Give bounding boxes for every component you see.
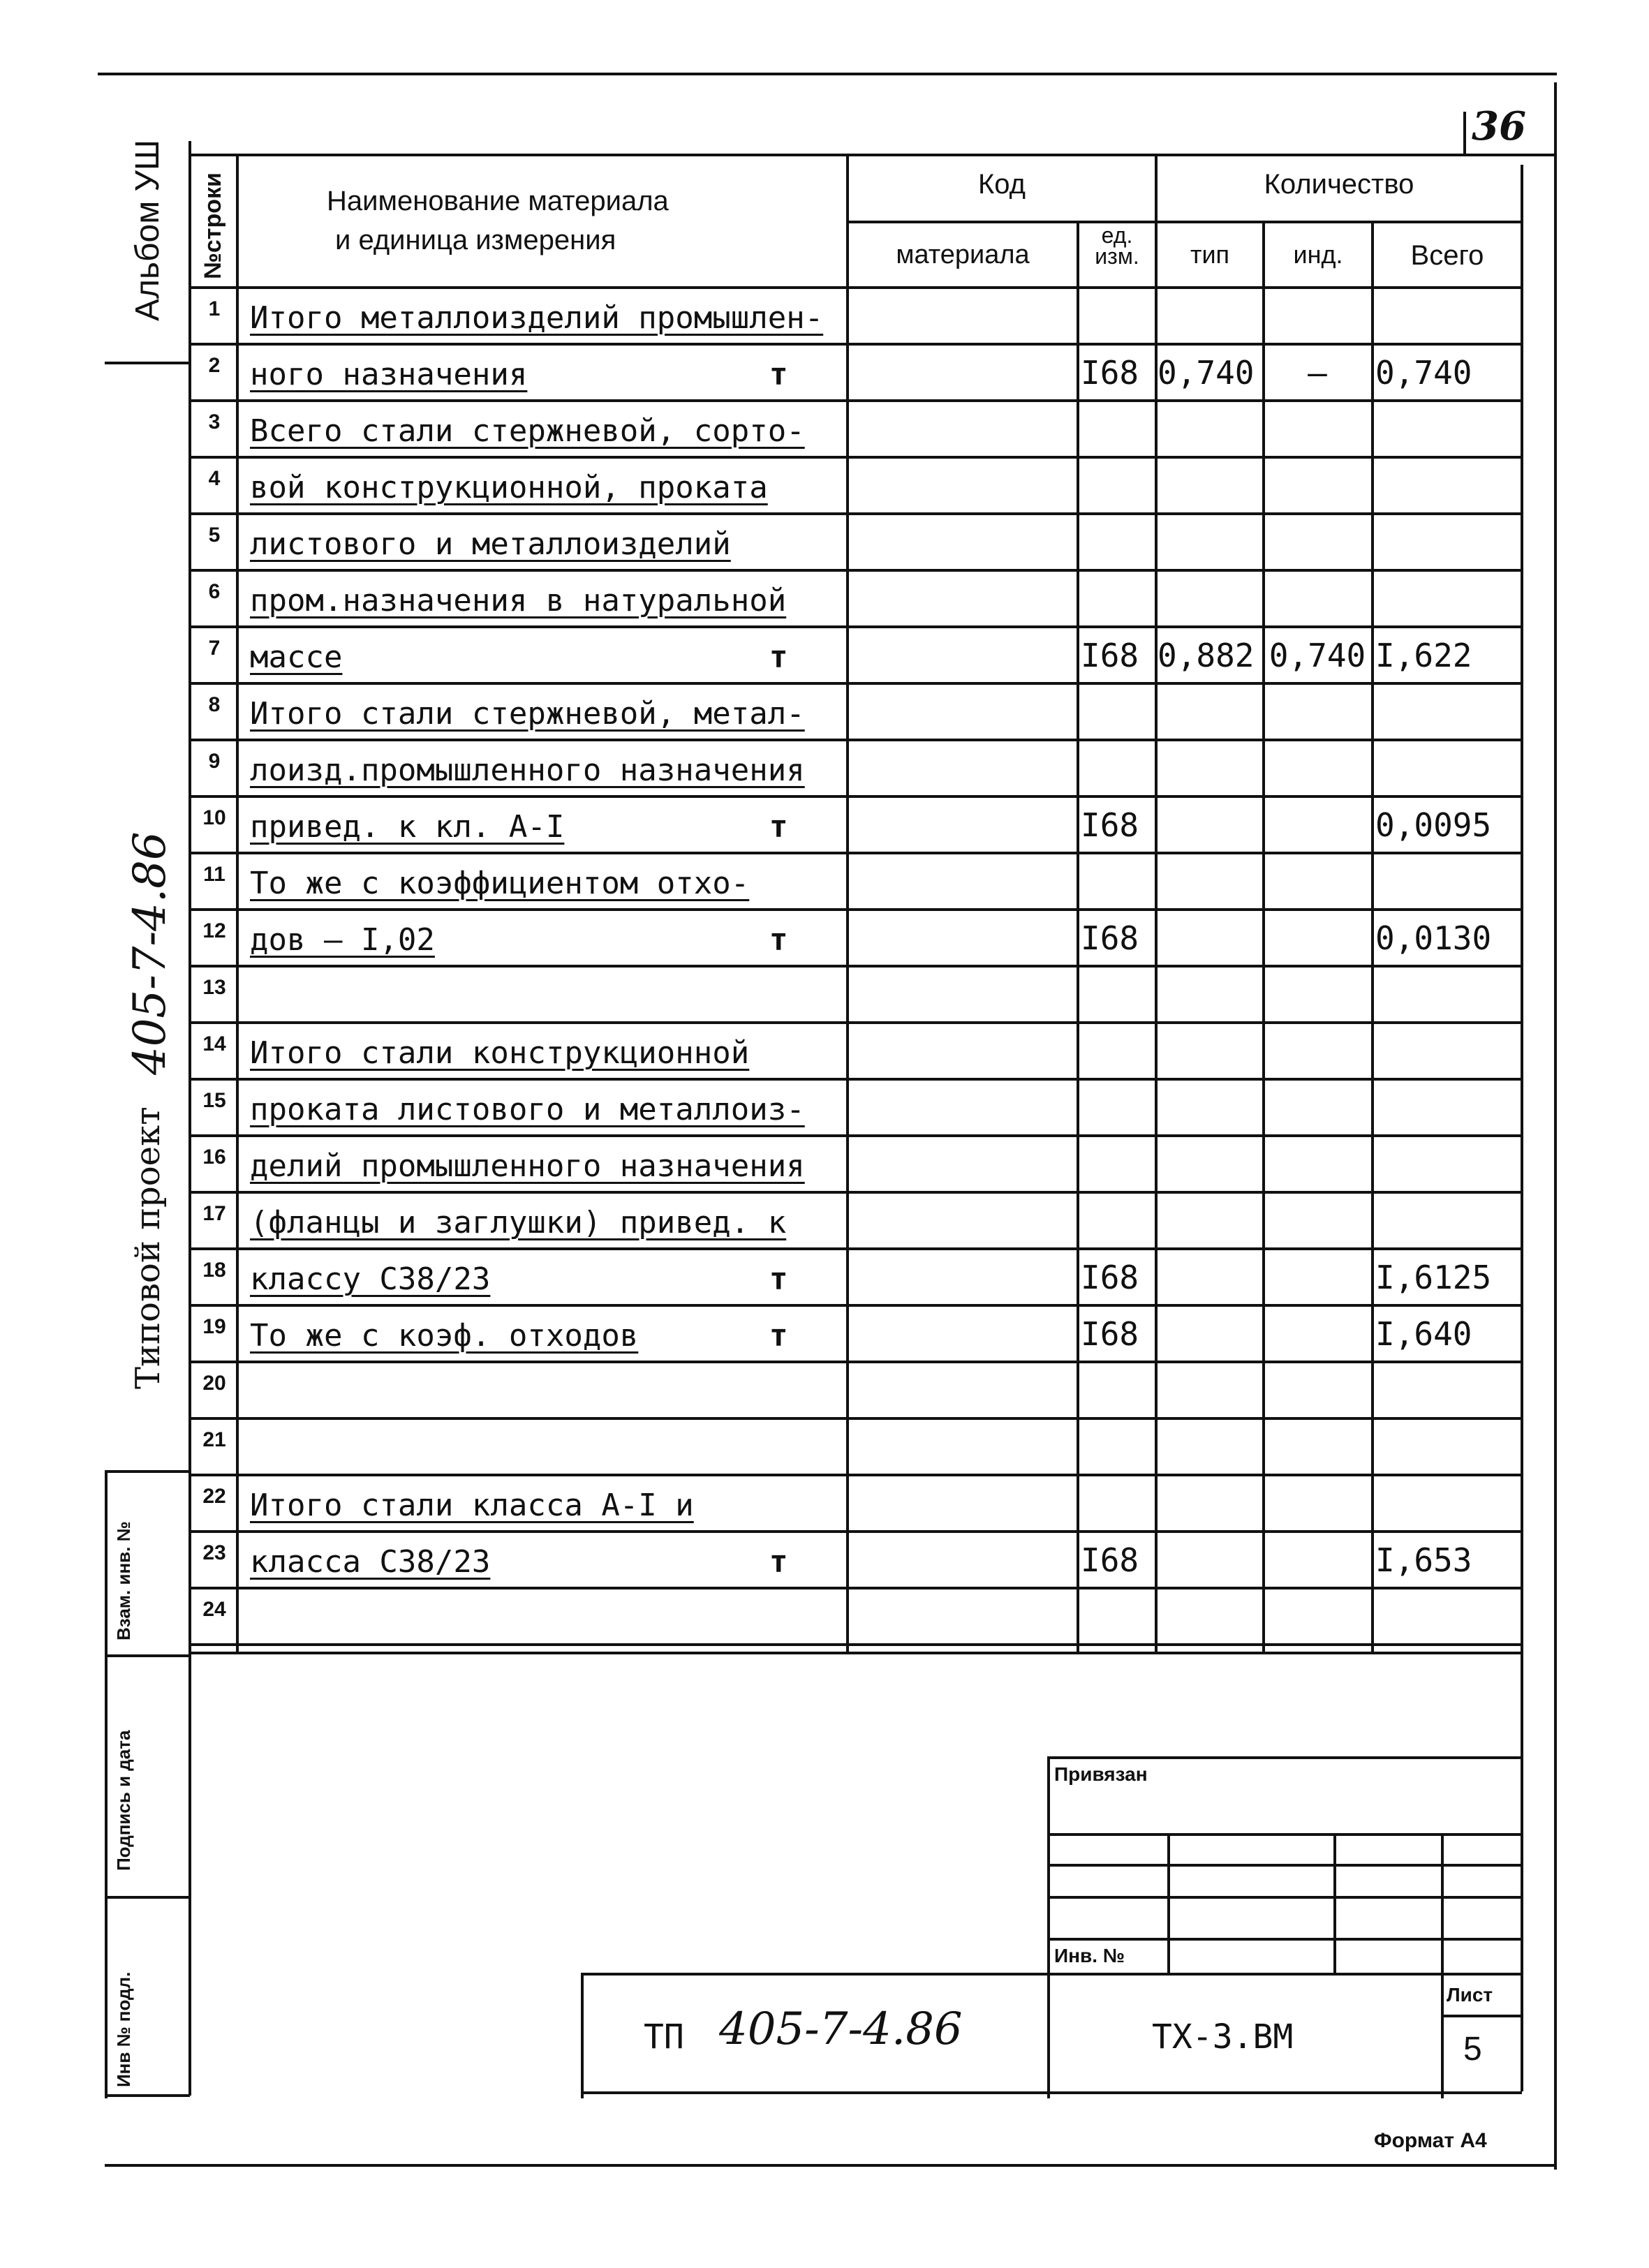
row-material-name: классу С38/23 [250,1261,491,1297]
row-separator [188,682,1522,685]
stamp-block-left [1047,1756,1050,2098]
header-name-line1: Наименование материала [327,186,669,216]
row-number: 1 [208,297,221,320]
stamp-inv: Инв. № [1054,1945,1125,1966]
row-number: 4 [208,467,221,490]
row-separator [188,343,1522,346]
row-number: 14 [202,1032,226,1055]
row-separator [188,512,1522,515]
stamp-bottom [105,2094,190,2097]
row-unit-code: I68 [1081,1315,1139,1353]
row-unit: т [769,1544,788,1580]
row-unit-code: I68 [1081,1541,1139,1579]
stamp-left-edge [105,1470,108,2098]
header-qty-type: тип [1190,240,1230,269]
row-material-name: делий промышленного назначения [250,1148,805,1184]
row-qty-total: I,622 [1375,637,1472,674]
row-number: 19 [202,1315,226,1338]
title-block-bottom-full [581,2091,1522,2094]
row-number: 17 [202,1202,226,1225]
row-separator [188,1078,1522,1081]
row-unit-code: I68 [1081,637,1139,674]
row-material-name: проката листового и металлоиз- [250,1092,805,1127]
row-separator [188,1134,1522,1137]
header-mid [846,221,1522,223]
row-material-name: массе [250,639,343,675]
stamp-col-3 [1441,1833,1444,2098]
project-label: Типовой проект [128,1106,168,1389]
row-qty-type: 0,882 [1158,637,1255,674]
row-material-name: привед. к кл. А-I [250,809,565,845]
row-separator [188,1021,1522,1024]
row-number: 10 [202,806,226,829]
row-qty-total: I,653 [1375,1541,1472,1579]
header-qty-ind: инд. [1293,240,1343,269]
row-unit: т [769,639,788,675]
row-number: 12 [202,919,226,942]
stamp-line-1 [1047,1833,1522,1836]
row-unit: т [769,357,788,392]
row-qty-total: 0,0130 [1375,919,1492,957]
row-unit-code: I68 [1081,919,1139,957]
stamp-col-1 [1167,1833,1170,1973]
row-number: 21 [202,1428,226,1451]
row-unit: т [769,809,788,845]
col-ind-right [1371,221,1374,1654]
album-label: Альбом УШ [129,139,166,321]
inner-right-frame [1521,165,1523,2091]
stamp-inv-podl: Инв № подл. [113,1971,134,2087]
row-material-name: класса С38/23 [250,1544,491,1580]
row-number: 2 [208,354,221,377]
row-material-name: Итого металлоизделий промышлен- [250,300,824,336]
stamp-project-number: 405-7-4.86 [719,2003,963,2055]
row-material-name: дов – I,02 [250,922,435,958]
row-material-name: вой конструкционной, проката [250,470,768,505]
header-code-unit: ед. изм. [1095,223,1139,269]
row-separator [188,965,1522,968]
project-number-side: 405-7-4.86 [124,831,176,1075]
header-name-line2: и единица измерения [335,225,616,255]
stamp-div1 [105,1654,190,1657]
right-frame [1554,82,1557,2170]
top-rule [98,73,1557,75]
row-material-name: Всего стали стержневой, сорто- [250,413,805,449]
row-number: 22 [202,1485,226,1508]
row-unit: т [769,1261,788,1297]
row-separator [188,569,1522,572]
row-material-name: То же с коэф. отходов [250,1318,639,1354]
stamp-tp: ТП [644,2017,684,2056]
row-separator [188,1587,1522,1589]
header-qty-total: Всего [1410,240,1484,271]
row-qty-type: 0,740 [1158,354,1255,392]
row-number: 6 [208,580,221,603]
row-number: 9 [208,750,221,773]
page-number: 36 [1472,103,1526,149]
row-material-name: (фланцы и заглушки) привед. к [250,1205,787,1240]
format-label: Формат А4 [1374,2129,1487,2152]
row-unit: т [769,1318,788,1354]
row-material-name: Итого стали стержневой, метал- [250,696,805,732]
row-qty-total: I,6125 [1375,1259,1492,1296]
row-separator [188,1530,1522,1533]
row-number: 15 [202,1089,226,1112]
row-number: 11 [203,863,225,886]
stamp-sheet: 5 [1463,2031,1482,2068]
row-number: 3 [208,410,221,433]
header-code: Код [977,169,1026,200]
sheet-divider [1441,2015,1522,2017]
row-number: 18 [202,1259,226,1282]
title-block-top [581,1973,1522,1976]
col-name-right [846,154,849,1654]
row-number: 7 [208,637,221,660]
row-number: 24 [202,1598,226,1621]
row-qty-ind: 0,740 [1269,637,1366,674]
col-type-right [1262,221,1265,1654]
row-material-name: Итого стали класса А-I и [250,1488,694,1523]
row-unit-code: I68 [1081,806,1139,844]
row-qty-total: I,640 [1375,1315,1472,1353]
header-top [188,154,1522,156]
row-material-name: листового и металлоизделий [250,526,731,562]
stamp-line-3 [1047,1896,1522,1899]
row-number: 20 [202,1372,226,1395]
row-separator [188,908,1522,911]
row-number: 23 [202,1541,226,1564]
row-unit-code: I68 [1081,1259,1139,1296]
stamp-podpis-data: Подпись и дата [113,1730,134,1871]
row-separator [188,795,1522,798]
header-row-no: №строки [200,172,226,279]
row-separator [188,1304,1522,1307]
header-quantity: Количество [1264,169,1414,200]
stamp-doc: ТХ-3.ВМ [1152,2017,1294,2056]
row-material-name: Итого стали конструкционной [250,1035,750,1071]
row-qty-ind: – [1308,354,1327,392]
row-number: 16 [202,1146,226,1169]
row-separator [188,399,1522,402]
stamp-line-4 [1047,1938,1522,1941]
row-material-name: лоизд.промышленного назначения [250,753,805,788]
row-separator [188,625,1522,628]
stamp-line-2 [1047,1864,1522,1867]
row-number: 8 [208,693,221,716]
row-separator [188,1417,1522,1420]
stamp-top [105,1470,190,1473]
row-qty-total: 0,740 [1375,354,1472,392]
col-material-right [1077,221,1079,1654]
header-code-material: материала [896,240,1030,269]
stamp-col-2 [1333,1833,1336,1973]
header-bottom [188,286,1522,289]
row-unit: т [769,922,788,958]
row-separator [188,1474,1522,1476]
stamp-privyazan: Привязан [1054,1763,1148,1785]
stamp-div2 [105,1896,190,1899]
title-block-left [581,1973,584,2098]
side-divider [105,362,190,364]
row-separator [188,1643,1522,1646]
row-separator [188,852,1522,854]
row-separator [188,456,1522,459]
left-frame [188,141,191,2096]
row-unit-code: I68 [1081,354,1139,392]
stamp-sheet-label: Лист [1447,1984,1493,2006]
row-separator [188,1247,1522,1250]
stamp-vzam-inv: Взам. инв. № [113,1521,134,1640]
row-separator [188,739,1522,741]
stamp-block-top [1047,1756,1522,1759]
row-qty-total: 0,0095 [1375,806,1492,844]
row-material-name: ного назначения [250,357,528,392]
row-separator [188,1361,1522,1363]
page-number-divider [1463,112,1466,156]
row-material-name: пром.назначения в натуральной [250,583,787,618]
bottom-rule [105,2164,1557,2167]
row-material-name: То же с коэффициентом отхо- [250,866,750,901]
row-number: 13 [202,976,226,999]
stamp-area-top [188,1652,1522,1654]
row-number: 5 [208,524,221,547]
row-separator [188,1191,1522,1194]
